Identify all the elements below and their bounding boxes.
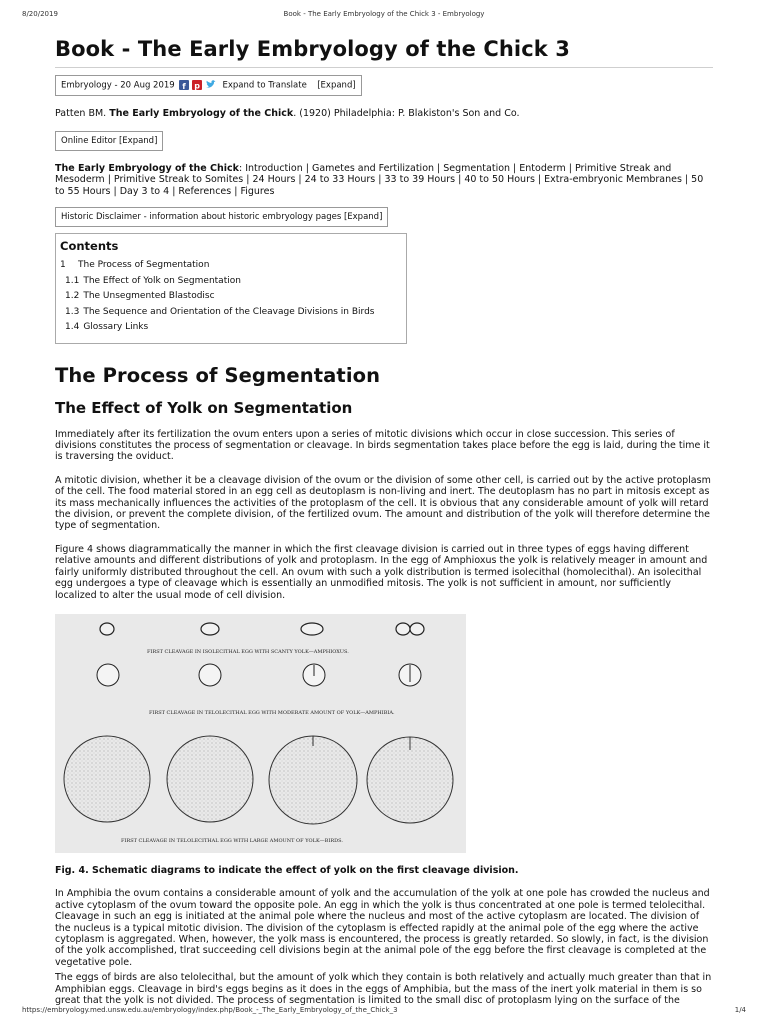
toc-number: 1.1 bbox=[65, 275, 80, 286]
page-title: Book - The Early Embryology of the Chick 3 bbox=[55, 37, 713, 68]
social-icons bbox=[179, 78, 215, 92]
toc-label: The Sequence and Orientation of the Cleavage Divisions in Birds bbox=[83, 306, 375, 317]
breadcrumb-book-title[interactable]: The Early Embryology of the Chick bbox=[55, 162, 239, 174]
toc-number: 1.4 bbox=[65, 322, 80, 333]
paragraph: In Amphibia the ovum contains a considerable amount of yolk and the accumulation of the yolk at one pole has crowded the nucleus and active cytoplasm of the ovum toward the opposite pole. An egg in which the yolk is thus concentrated at one pole is termed telolecithal. Cleavage in such an egg is initiated at the animal pole where the nucleus and most of the active cytoplasm are located. The division of the nucleus is a typical mitotic division. The division of the cytoplasm is effected rapidly at the animal pole of the egg where the active cytoplasm is aggregated. When, however, the yolk mass is encountered, the process is greatly retarded. So slowly, in fact, is the division of the yolk accomplished, tlrat succeeding cell divisions begin at the animal pole of the egg before the first cleavage is completed at the vegetative pole. bbox=[55, 888, 710, 968]
toc-title: Contents bbox=[60, 239, 119, 254]
citation-author: Patten BM. bbox=[55, 107, 107, 119]
figure-4-image[interactable] bbox=[55, 614, 466, 853]
toc-number: 1.3 bbox=[65, 306, 80, 317]
print-date: 8/20/2019 bbox=[22, 10, 58, 18]
facebook-icon[interactable] bbox=[179, 80, 189, 90]
figure-label-amphibia: FIRST CLEAVAGE IN TELOLECITHAL EGG WITH MODERATE AMOUNT OF YOLK—AMPHIBIA. bbox=[149, 709, 395, 716]
toc-item-process-of-segmentation[interactable] bbox=[60, 258, 400, 274]
paragraph: The eggs of birds are also telolecithal, but the amount of yolk which they contain is both relatively and actually much greater than that in Amphibian eggs. Cleavage in bird's eggs begins as it does in the eggs of Amphibia, but the mass of the inert yolk material in them is so great that the yolk is not divided. The process of segmentation is limited to the small disc of protoplasm lying on the surface of the bbox=[55, 972, 712, 1006]
toc-item-effect-of-yolk[interactable] bbox=[60, 274, 400, 290]
breadcrumb-chapter-links[interactable]: : Introduction | Gametes and Fertilization | Segmentation | Entoderm | Primitive Streak and Mesoderm | Primitive Streak to Somites | 24 Hours | 24 to 33 Hours | 33 to 39 Hours | 40 to 50 Hours | Extra-embryonic Membranes | 50 to 55 Hours | Day 3 to 4 | References | Figures bbox=[55, 162, 704, 197]
paragraph: Figure 4 shows diagrammatically the manner in which the first cleavage division is carried out in three types of eggs having different relative amounts and different distributions of yolk and protoplasm. In the egg of Amphioxus the yolk is relatively meager in amount and fairly uniformly distributed throughout the cell. An ovum with such a yolk distribution is termed isolecithal (homolecithal). An isolecithal egg undergoes a type of cleavage which is essentially an unmodified mitosis. The yolk is not sufficient in amount, nor sufficiently localized to alter the usual mode of cell division. bbox=[55, 543, 708, 601]
figure-label-birds: FIRST CLEAVAGE IN TELOLECITHAL EGG WITH LARGE AMOUNT OF YOLK—BIRDS. bbox=[121, 837, 343, 844]
paragraph: A mitotic division, whether it be a cleavage division of the ovum or the division of some other cell, is carried out by the active protoplasm of the cell. The food material stored in an egg cell as deutoplasm is non-living and inert. The deutoplasm has no part in mitosis except as its mass mechanically influences the activities of the protoplasm of the cell. It is obvious that any considerable amount of yolk will retard the division, or prevent the complete division, of the fertilized ovum. The amount and distribution of the yolk will therefore determine the type of segmentation. bbox=[55, 474, 711, 532]
toc-number: 1 bbox=[60, 260, 66, 271]
toc-label: The Unsegmented Blastodisc bbox=[83, 291, 215, 302]
historic-disclaimer-box[interactable]: Historic Disclaimer - information about historic embryology pages [Expand] bbox=[55, 207, 388, 227]
embryology-expand-link[interactable]: [Expand] bbox=[317, 80, 356, 91]
toc-item-sequence-orientation[interactable] bbox=[60, 305, 400, 321]
bird-eggs bbox=[64, 736, 453, 824]
citation-rest: . (1920) Philadelphia: P. Blakiston's Son and Co. bbox=[293, 107, 520, 119]
print-page-number: 1/4 bbox=[734, 1006, 746, 1014]
svg-text:p: p bbox=[194, 81, 201, 90]
toc-number: 1.2 bbox=[65, 291, 80, 302]
twitter-icon[interactable] bbox=[205, 80, 216, 90]
subsection-title: The Effect of Yolk on Segmentation bbox=[55, 398, 353, 417]
toc-label: The Process of Segmentation bbox=[78, 260, 210, 271]
figure-caption: Fig. 4. Schematic diagrams to indicate the effect of yolk on the first cleavage division. bbox=[55, 864, 519, 876]
embryology-date-label: Embryology - 20 Aug 2019 bbox=[61, 80, 175, 91]
figure-4-drawing bbox=[55, 614, 466, 853]
page-content bbox=[55, 30, 713, 1024]
print-url: https://embryology.med.unsw.edu.au/embryology/index.php/Book_-_The_Early_Embryology_of_the_Chick_3 bbox=[22, 1006, 398, 1014]
amphioxus-eggs bbox=[100, 623, 424, 635]
chapter-breadcrumb bbox=[55, 163, 713, 197]
figure-label-amphioxus: FIRST CLEAVAGE IN ISOLECITHAL EGG WITH SCANTY YOLK—AMPHIOXUS. bbox=[147, 648, 349, 655]
expand-translate-link[interactable]: Expand to Translate bbox=[222, 80, 307, 91]
svg-text:f: f bbox=[182, 81, 187, 90]
online-editor-box[interactable]: Online Editor [Expand] bbox=[55, 131, 163, 151]
section-title: The Process of Segmentation bbox=[55, 363, 381, 387]
toc-item-unsegmented-blastodisc[interactable] bbox=[60, 289, 400, 305]
toc-label: Glossary Links bbox=[83, 322, 149, 333]
citation-book-title[interactable]: The Early Embryology of the Chick bbox=[109, 107, 294, 119]
table-of-contents bbox=[55, 233, 407, 344]
paragraph: Immediately after its fertilization the ovum enters upon a series of mitotic divisions which occur in close succession. This series of divisions constitutes the process of segmentation or cleavage. In birds segmentation takes place before the egg is laid, during the time it is traversing the oviduct. bbox=[55, 428, 710, 463]
print-footer bbox=[22, 1006, 746, 1018]
toc-label: The Effect of Yolk on Segmentation bbox=[83, 275, 241, 286]
embryology-box bbox=[55, 75, 362, 96]
print-header-title: Book - The Early Embryology of the Chick 3 - Embryology bbox=[283, 10, 485, 18]
toc-item-glossary-links[interactable] bbox=[60, 320, 400, 336]
citation bbox=[55, 108, 713, 119]
amphibia-eggs bbox=[97, 664, 421, 686]
print-header bbox=[22, 10, 746, 22]
pinterest-icon[interactable] bbox=[192, 80, 202, 90]
